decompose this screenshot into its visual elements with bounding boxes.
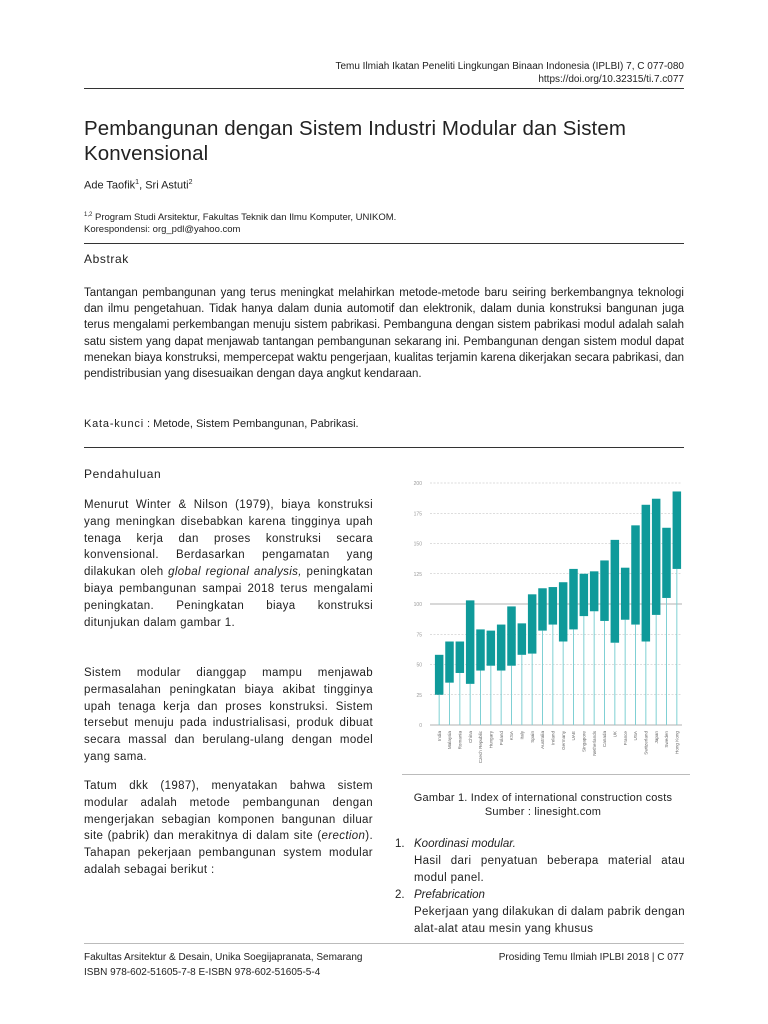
keywords-label: Kata-kunci: [84, 418, 144, 430]
construction-cost-chart: [402, 472, 690, 772]
x-tick-label: Sweden: [664, 731, 670, 748]
intro-paragraph-1: [84, 497, 373, 631]
y-tick-label: 150: [413, 541, 422, 548]
author-separator: ,: [139, 179, 146, 192]
y-tick-label: 100: [413, 602, 422, 608]
x-tick-label: USA: [633, 731, 639, 741]
chart-canvas: [402, 472, 690, 772]
figure-caption: [392, 791, 694, 819]
range-bar: [569, 569, 578, 630]
range-bar: [549, 587, 558, 625]
intro-paragraph-2: Sistem modular dianggap mampu menjawab permasalahan peningkatan biaya akibat tingginya upah tenaga kerja dan proses konstruksi. Sistem tersebut menuju pada industrialisasi, produk dibuat secara massal dan berulang-ulang dengan model yang sama.: [84, 667, 373, 763]
y-tick-label: 50: [416, 662, 422, 669]
x-tick-label: Malaysia: [447, 731, 453, 750]
stages-list: [395, 836, 685, 938]
range-bar: [662, 528, 671, 598]
x-tick-label: Poland: [498, 731, 504, 746]
x-tick-label: Czech Republic: [478, 731, 484, 764]
x-tick-label: Germany: [560, 731, 566, 750]
range-bar: [580, 574, 589, 616]
keywords-separator: :: [143, 418, 154, 430]
italic-term: erection: [321, 830, 366, 843]
y-tick-label: 0: [419, 723, 422, 729]
caption-title: Gambar 1. Index of international construction costs: [413, 792, 673, 804]
doi-link[interactable]: https://doi.org/10.32315/ti.7.c077: [538, 74, 684, 85]
y-tick-label: 175: [413, 511, 422, 518]
x-tick-label: Australia: [540, 731, 546, 749]
range-bar: [466, 600, 475, 683]
x-tick-label: Hungary: [488, 731, 494, 749]
x-tick-label: Spain: [529, 731, 535, 743]
x-tick-label: Italy: [519, 731, 525, 740]
y-tick-label: 75: [416, 632, 422, 639]
range-bar: [528, 594, 536, 653]
footer-isbn: ISBN 978-602-51605-7-8 E-ISBN 978-602-51605-5-4: [84, 967, 321, 978]
intro-heading: Pendahuluan: [84, 467, 162, 481]
x-tick-label: India: [436, 731, 442, 741]
x-tick-label: Canada: [602, 731, 608, 748]
range-bar: [538, 588, 547, 630]
affiliation-sup: 1,2: [84, 212, 93, 218]
x-tick-label: Ireland: [550, 731, 556, 746]
abstract-heading: Abstrak: [84, 252, 129, 266]
affiliation-block: [84, 209, 396, 236]
range-bar: [621, 568, 630, 620]
range-bar: [652, 499, 661, 615]
range-bar: [476, 629, 485, 670]
caption-source: Sumber : linesight.com: [484, 806, 602, 818]
y-tick-label: 200: [413, 481, 422, 487]
range-bar: [590, 571, 599, 611]
x-tick-label: France: [622, 731, 628, 746]
list-item: [395, 887, 685, 938]
range-bar: [507, 606, 516, 665]
italic-term: global regional analysis,: [168, 566, 302, 579]
list-number: 2.: [395, 889, 405, 901]
footer-right: Prosiding Temu Ilmiah IPLBI 2018 | C 077: [498, 952, 684, 963]
range-bar: [642, 505, 651, 642]
author-name: Sri Astuti: [145, 179, 189, 192]
y-tick-label: 25: [416, 692, 422, 699]
range-bar: [673, 491, 682, 568]
text-run: Tatum dkk (1987), menyatakan bahwa sistem modular adalah metode pembangunan dengan mengerjakan sebagian komponen bangunan diluar site (pabrik) dan merakitnya di dalam site (: [84, 780, 373, 843]
x-tick-label: Netherlands: [591, 731, 597, 756]
abstract-text: Tantangan pembangunan yang terus meningkat melahirkan metode-metode baru seiring berkembangnya teknologi dan ilmu pengetahuan. Tidak hanya dalam dunia automotif dan elektronik, dalam dunia konstruksi bangunan juga terus mengalami perkembangan menuju sistem pabrikasi. Pembanguna dengan sistem pabrikasi modul adalah salah satu sistem yang dapat menjawab tantangan pembangunan sekarang ini. Pembangunan dengan sistem modul dapat menekan biaya konstruksi, mempercepat waktu pengerjaan, kualitas terjamin karena dikerjakan secara pabrikasi, dan pendistribusian yang disesuaikan dengan daya angkut kendaraan.: [84, 287, 684, 381]
list-item-desc: Pekerjaan yang dilakukan di dalam pabrik dengan alat-alat atau mesin yang khusus: [414, 906, 685, 935]
header-divider: [84, 88, 684, 89]
journal-line: Temu Ilmiah Ikatan Peneliti Lingkungan Binaan Indonesia (IPLBI) 7, C 077-080: [335, 61, 684, 72]
list-item: [395, 836, 685, 887]
abstract-top-divider: [84, 243, 684, 244]
range-bar: [600, 560, 609, 621]
x-tick-label: Switzerland: [643, 731, 649, 755]
x-tick-label: UAE: [571, 731, 577, 741]
list-number: 1.: [395, 838, 405, 850]
range-bar: [518, 623, 527, 654]
list-item-desc: Hasil dari penyatuan beberapa material atau modul panel.: [414, 855, 685, 884]
author-sup: 2: [188, 179, 193, 186]
correspondence: Korespondensi: org_pdl@yahoo.com: [84, 224, 241, 236]
footer-divider: [84, 943, 684, 944]
range-bar: [631, 525, 640, 624]
figure-divider: [402, 774, 690, 775]
intro-paragraph-3: [84, 778, 373, 879]
footer-institution: Fakultas Arsitektur & Desain, Unika Soegijapranata, Semarang: [84, 952, 363, 963]
x-tick-label: Hong Kong: [674, 731, 680, 754]
footer-left: [84, 950, 362, 980]
list-item-title: Koordinasi modular.: [414, 838, 516, 850]
range-bar: [559, 582, 568, 641]
author-name: Ade Taofik: [84, 179, 136, 192]
abstract-bottom-divider: [84, 447, 684, 448]
author-list: [84, 179, 193, 192]
x-tick-label: Romania: [457, 731, 463, 750]
range-bar: [435, 655, 444, 695]
range-bar: [611, 540, 620, 643]
journal-header: [335, 60, 684, 86]
x-tick-label: Singapore: [581, 731, 587, 752]
x-tick-label: Japan: [653, 731, 659, 744]
range-bar: [456, 642, 465, 673]
x-tick-label: UK: [612, 731, 618, 738]
list-item-title: Prefabrication: [414, 889, 485, 901]
x-tick-label: KSA: [509, 731, 515, 741]
text-run: peningkatan biaya pembangunan sampai 2018 terus mengalami peningkatan. Peningkatan biaya konstruksi ditunjukan dalam gambar 1.: [84, 566, 373, 629]
y-tick-label: 125: [413, 571, 422, 578]
keywords-line: [84, 418, 359, 430]
text-run: Menurut Winter & Nilson (1979), biaya konstruksi yang meningkan disebabkan karena tingginya upah tenaga kerja dan proses konstruksi secara konvensional. Berdasarkan pengamatan yang dilakukan oleh: [84, 499, 373, 579]
text-run: ). Tahapan pekerjaan pembangunan system modular adalah sebagai berikut :: [84, 830, 373, 876]
range-bar: [445, 642, 454, 683]
affiliation: Program Studi Arsitektur, Fakultas Teknik dan Ilmu Komputer, UNIKOM.: [92, 212, 397, 224]
paper-title: Pembangunan dengan Sistem Industri Modular dan Sistem Konvensional: [84, 117, 627, 165]
author-sup: 1: [135, 179, 140, 186]
range-bar: [487, 631, 496, 666]
x-tick-label: China: [467, 731, 473, 744]
range-bar: [497, 625, 506, 671]
keywords: Metode, Sistem Pembangunan, Pabrikasi.: [153, 418, 359, 430]
